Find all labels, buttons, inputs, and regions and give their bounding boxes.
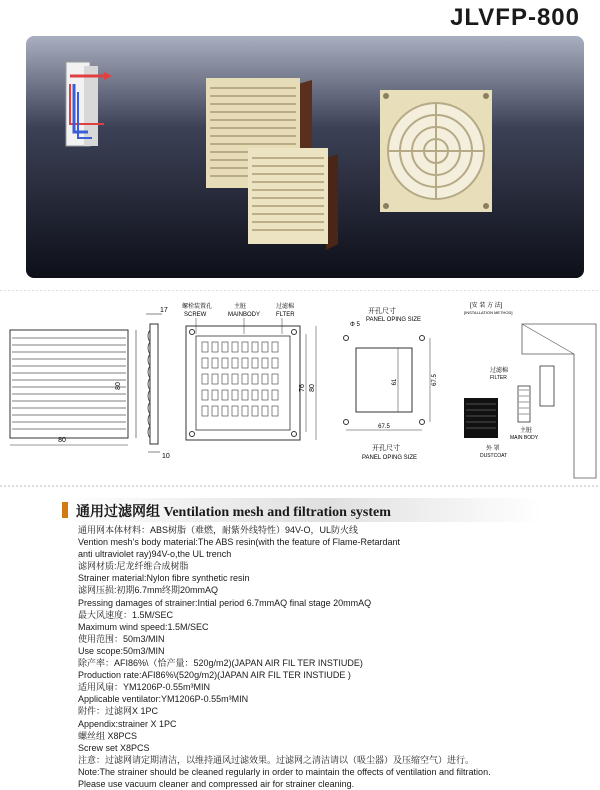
cutout-title-top: 开孔尺寸	[368, 308, 396, 315]
cutout-width-label: 67.5	[378, 424, 390, 430]
cutout-sub-top: PANEL OPING SIZE	[366, 317, 422, 323]
screw-label: 螺栓装置孔	[182, 304, 213, 310]
spec-line: Strainer material:Nylon fibre synthetic resin	[78, 573, 250, 584]
mainbody-label-en: MAINBODY	[228, 312, 261, 318]
spec-line: Note:The strainer should be cleaned regularly in order to maintain the offects of ventilation and filtration.	[78, 766, 491, 777]
spec-line: Use scope:50m3/MIN	[78, 645, 165, 656]
spec-line: 通用网本体材料：ABS树脂（难燃，耐紫外线特性）94V-O，UL防火线	[78, 525, 359, 535]
spec-line: 最大风速度：1.5M/SEC	[78, 609, 174, 620]
spec-line: Pressing damages of strainer:Intial period 6.7mmAQ final stage 20mmAQ	[78, 597, 372, 608]
spec-line: 使用范围：50m3/MIN	[78, 633, 165, 644]
cutout-height-67: 67.5	[432, 374, 438, 386]
screw-label-en: SCREW	[184, 312, 207, 318]
spec-line: 螺丝组 X8PCS	[78, 730, 138, 741]
install-cover-label-en: DUSTCOAT	[480, 453, 508, 459]
product-photo-banner	[26, 36, 584, 278]
back-height-76: 76	[299, 384, 306, 392]
cutout-title-bottom: 开孔尺寸	[372, 445, 400, 452]
front-width-label: 80	[58, 437, 66, 444]
spec-line: Production rate:AFI86%\(520g/m2)(JAPAN AIR FIL TER INSTIUDE )	[78, 670, 351, 681]
spec-line: Screw set X8PCS	[78, 742, 150, 753]
spec-line: Please use vacuum cleaner and compressed air for strainer cleaning.	[78, 778, 355, 789]
cutout-sub-bottom: PANEL OPING SIZE	[362, 455, 418, 461]
mainbody-label: 主脏	[234, 304, 247, 310]
panel-cutout-drawing	[344, 336, 431, 431]
section-marker	[62, 502, 68, 518]
specifications	[78, 524, 598, 790]
install-filter-label-en: FILTER	[490, 375, 507, 381]
model-number: JLVFP-800	[450, 4, 580, 31]
technical-drawings	[0, 290, 600, 490]
hole-diameter-label: Φ 5	[350, 322, 360, 328]
cutout-height-61: 61	[392, 378, 398, 386]
side-view-drawing	[146, 314, 162, 452]
spec-line: 附件：过滤网X 1PC	[78, 706, 159, 717]
install-main-label: 主脏	[520, 428, 533, 434]
filter-back-view	[380, 90, 492, 212]
filter-grille-small	[248, 148, 338, 250]
back-view-drawing	[186, 318, 316, 440]
spec-line: Maximum wind speed:1.5M/SEC	[78, 621, 209, 632]
section-title-bar	[62, 498, 542, 522]
install-cover-label: 外 罩	[486, 446, 500, 452]
back-height-80: 80	[309, 384, 316, 392]
filter-label: 过滤棉	[276, 304, 295, 310]
spec-line: 滤网材质:尼龙纤维合成树脂	[78, 561, 189, 572]
front-height-label: 80	[115, 382, 122, 390]
spec-line: Vention mesh’s body material:The ABS resin(with the feature of Flame-Retardant	[78, 537, 400, 548]
spec-line: Appendix:strainer X 1PC	[78, 718, 177, 729]
spec-line: anti ultraviolet ray)94V-o,the UL trench	[78, 549, 232, 560]
spec-line: 除产率：AFI86%\（恰产量：520g/m2)(JAPAN AIR FIL TER INSTIUDE)	[78, 658, 363, 669]
product-illustration	[26, 36, 584, 278]
install-sub: [INSTALLATION METHOD]	[464, 310, 513, 315]
side-base-label: 10	[162, 453, 170, 460]
spec-line: 注意：过滤网请定期清洁，以维持通风过滤效果。过滤网之清洁请以（吸尘器）及压缩空气）进行。	[78, 754, 475, 765]
airflow-diagram	[66, 62, 112, 146]
section-title: 通用过滤网组 Ventilation mesh and filtration system	[76, 505, 391, 520]
spec-line: 适用风扇：YM1206P-0.55m³MIN	[78, 682, 211, 693]
install-main-label-en: MAIN BODY	[510, 435, 539, 441]
install-title: [安 装 方 法]	[470, 303, 503, 309]
spec-line: 滤网压损:初期6.7mm终期20mmAQ	[78, 585, 219, 596]
spec-line: Applicable ventilator:YM1206P-0.55m³MIN	[78, 694, 249, 705]
side-depth-label: 17	[160, 307, 168, 314]
filter-label-en: FLTER	[276, 312, 295, 318]
install-filter-label: 过滤棉	[490, 368, 509, 374]
